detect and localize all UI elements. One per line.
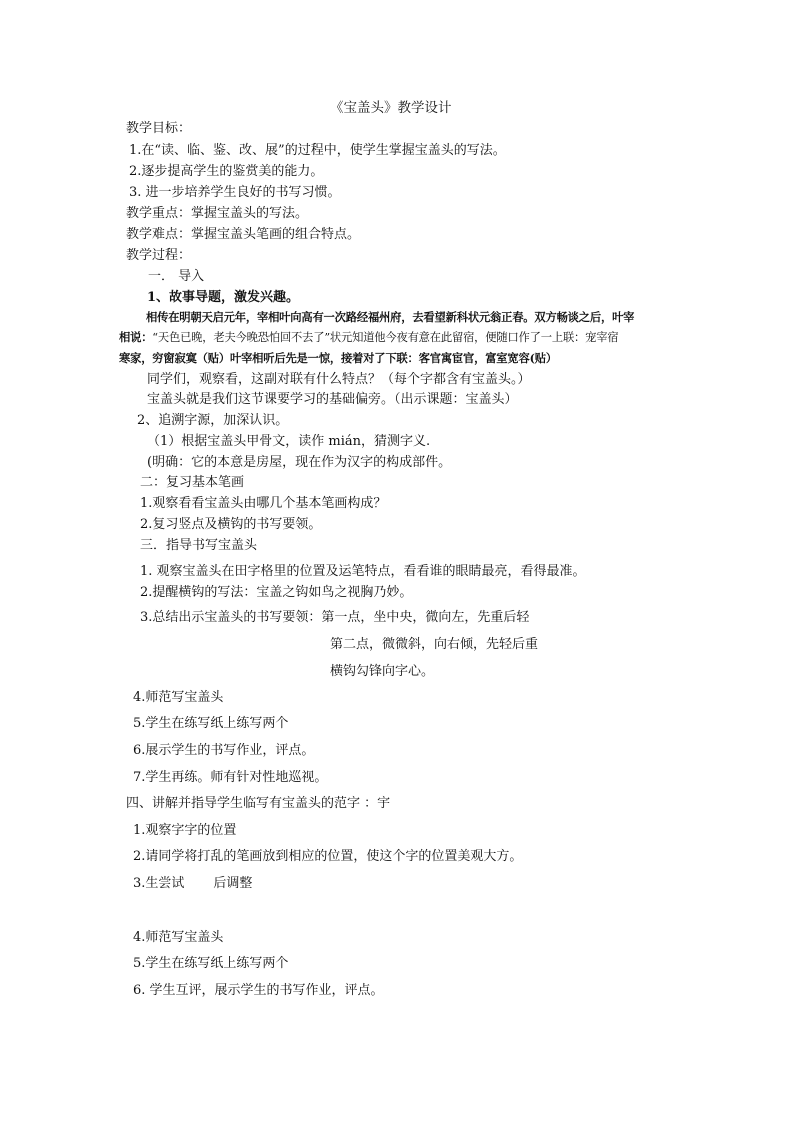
body-line: 1. 观察宝盖头在田字格里的位置及运笔特点，看看谁的眼睛最亮，看得最准。 xyxy=(140,564,586,579)
body-line: 7.学生再练。师有针对性地巡视。 xyxy=(133,770,328,785)
body-line: （1）根据宝盖头甲骨文，读作 mián，猜测字义. xyxy=(147,434,431,449)
part-1-step-1: 1、故事导题，激发兴趣。 xyxy=(147,290,300,305)
goal-1: 1.在“读、临、鉴、改、展”的过程中，使学生掌握宝盖头的写法。 xyxy=(129,143,506,158)
body-line: 3.总结出示宝盖头的书写要领：第一点，坐中央，微向左，先重后轻 xyxy=(140,610,530,625)
teaching-process: 教学过程： xyxy=(126,248,192,263)
story-line-2-bold: 相说： xyxy=(119,330,153,344)
body-line: (明确：它的本意是房屋，现在作为汉字的构成部件。 xyxy=(147,455,452,470)
body-line: 2.请同学将打乱的笔画放到相应的位置，使这个字的位置美观大方。 xyxy=(133,849,523,864)
body-line: 3.生尝试 后调整 xyxy=(133,876,253,891)
document-title: 《宝盖头》教学设计 xyxy=(330,100,452,116)
teaching-focus: 教学重点：掌握宝盖头的写法。 xyxy=(126,206,309,221)
story-line-2-normal: “天色已晚，老夫今晚恐怕回不去了”状元知道他今夜有意在此留宿，便随口作了一上联：宠宰宿 xyxy=(152,331,619,344)
story-line-3: 寒家，穷窗寂寞（贴）叶宰相听后先是一惊，接着对了下联：客官寓宦官，富室宽容(贴） xyxy=(119,351,557,365)
part-4-heading: 四、讲解并指导学生临写有宝盖头的范字 ：宇 xyxy=(126,796,391,811)
part-3-heading: 三．指导书写宝盖头 xyxy=(140,538,258,553)
body-line: 2、追溯字源，加深认识。 xyxy=(137,413,289,428)
goal-3: 3. 进一步培养学生良好的书写习惯。 xyxy=(129,185,341,200)
body-line: 4.师范写宝盖头 xyxy=(133,690,224,705)
body-line: 2.复习竖点及横钩的书写要领。 xyxy=(140,517,322,532)
body-line: 第二点，微微斜，向右倾，先轻后重 xyxy=(330,637,539,652)
part-1-heading: 一． 导入 xyxy=(148,269,205,284)
body-line: 宝盖头就是我们这节课要学习的基础偏旁。（出示课题：宝盖头） xyxy=(147,392,518,407)
body-line: 4.师范写宝盖头 xyxy=(133,930,224,945)
goal-2: 2.逐步提高学生的鉴赏美的能力。 xyxy=(129,164,324,179)
body-line: 6. 学生互评，展示学生的书写作业，评点。 xyxy=(133,983,384,998)
teaching-difficulty: 教学难点：掌握宝盖头笔画的组合特点。 xyxy=(126,227,361,242)
section-teaching-goals: 教学目标： xyxy=(126,121,192,136)
body-line: 2.提醒横钩的写法：宝盖之钩如鸟之视胸乃妙。 xyxy=(140,585,413,600)
body-line: 5.学生在练写纸上练写两个 xyxy=(133,956,289,971)
body-line: 同学们，观察看，这副对联有什么特点？（每个字都含有宝盖头。） xyxy=(147,372,531,387)
body-line: 横钩勾锋向字心。 xyxy=(330,664,435,679)
body-line: 5.学生在练写纸上练写两个 xyxy=(133,716,289,731)
part-2-heading: 二：复习基本笔画 xyxy=(140,475,245,490)
story-line-1: 相传在明朝天启元年，宰相叶向高有一次路经福州府，去看望新科状元翁正春。双方畅谈之后，叶宰 xyxy=(146,310,635,324)
body-line: 1.观察看看宝盖头由哪几个基本笔画构成？ xyxy=(140,496,387,511)
body-line: 1.观察字字的位置 xyxy=(133,823,237,838)
story-line-2 xyxy=(119,328,618,347)
body-line: 6.展示学生的书写作业，评点。 xyxy=(133,743,315,758)
